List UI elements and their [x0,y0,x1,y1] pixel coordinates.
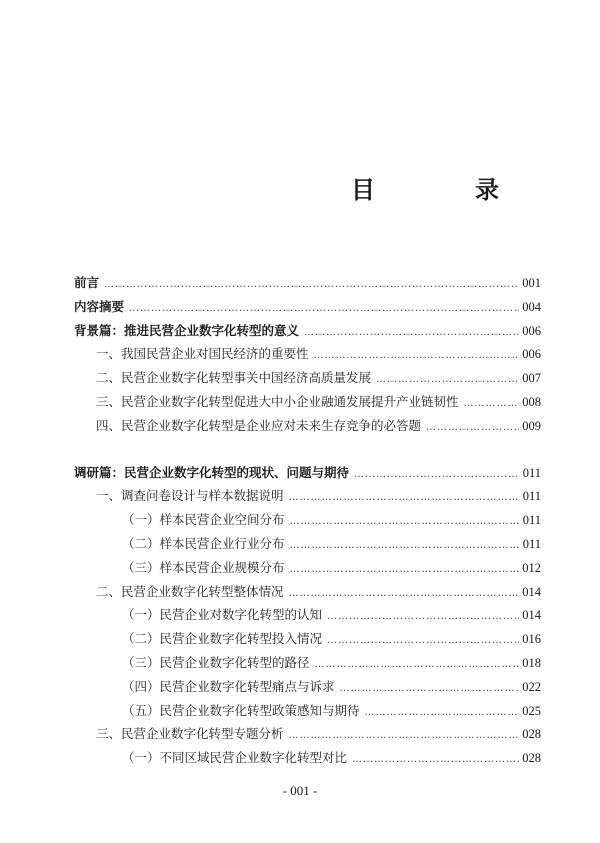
toc-entry[interactable] [74,627,541,651]
toc-entry-page-number: 001 [522,276,541,290]
table-of-contents [74,271,541,770]
toc-entry-page-number: 004 [522,299,541,314]
toc-dot-leader [327,605,519,629]
toc-entry-page-number: 022 [522,679,541,694]
toc-dot-leader [365,701,520,725]
toc-entry-title: （一）样本民营企业空间分布 [122,512,285,528]
page-number-folio: - 001 - [282,783,318,798]
toc-dot-leader [376,368,519,392]
toc-entry-title: 内容摘要 [74,298,125,314]
toc-dot-leader [352,748,519,772]
toc-dot-leader [314,344,520,368]
toc-dot-leader [290,534,520,558]
toc-dot-leader [290,558,520,582]
toc-entry[interactable] [74,319,541,343]
toc-entry[interactable] [74,603,541,627]
toc-dot-leader [426,416,519,440]
toc-dot-leader [290,510,520,534]
toc-entry-page-number: 016 [522,632,541,647]
toc-dot-leader [340,677,520,701]
toc-dot-leader [315,653,520,677]
toc-entry-title: 二、民营企业数字化转型整体情况 [96,583,284,599]
toc-entry-title: 三、民营企业数字化转型专题分析 [96,726,284,742]
toc-entry-title: （三）样本民营企业规模分布 [122,559,285,575]
toc-entry[interactable] [74,699,541,723]
toc-entry[interactable] [74,461,541,485]
toc-entry[interactable] [74,532,541,556]
toc-entry-page-number: 028 [522,727,541,742]
toc-entry-page-number: 007 [522,371,541,386]
toc-entry-page-number: 028 [522,751,541,766]
toc-entry[interactable] [74,484,541,508]
toc-dot-leader [289,724,520,748]
toc-dot-leader [464,392,520,416]
toc-entry[interactable] [74,722,541,746]
toc-entry[interactable] [74,508,541,532]
toc-dot-leader [129,297,519,321]
toc-entry[interactable] [74,675,541,699]
toc-entry-title: （三）民营企业数字化转型的路径 [122,654,310,670]
toc-entry-page-number: 012 [522,560,541,575]
toc-entry[interactable] [74,746,541,770]
toc-dot-leader [327,629,519,653]
toc-dot-leader [289,486,520,510]
toc-entry-page-number: 009 [522,418,541,433]
toc-entry-page-number: 011 [522,465,541,480]
toc-entry-title: （一）民营企业对数字化转型的认知 [122,607,323,623]
toc-entry[interactable] [74,342,541,366]
toc-entry-title: 背景篇：推进民营企业数字化转型的意义 [74,322,300,338]
toc-entry-page-number: 006 [522,323,541,338]
toc-entry-title: 二、民营企业数字化转型事关中国经济高质量发展 [96,370,372,386]
toc-entry-title: 四、民营企业数字化转型是企业应对未来生存竞争的必答题 [96,417,422,433]
toc-entry[interactable] [74,651,541,675]
toc-entry-page-number: 011 [522,536,541,551]
toc-entry-title: （二）样本民营企业行业分布 [122,535,285,551]
toc-entry-page-number: 025 [522,703,541,718]
toc-dot-leader [289,582,520,606]
toc-entry-page-number: 008 [522,394,541,409]
toc-entry-title: 前言 [74,275,100,290]
toc-entry-page-number: 014 [522,608,541,623]
toc-entry[interactable] [74,390,541,414]
toc-entry-title: 调研篇：民营企业数字化转型的现状、问题与期待 [74,464,350,480]
toc-entry-title: （二）民营企业数字化转型投入情况 [122,631,323,647]
toc-entry-title: （四）民营企业数字化转型痛点与诉求 [122,678,335,694]
toc-entry-title: 一、调查问卷设计与样本数据说明 [96,488,284,504]
toc-entry[interactable] [74,556,541,580]
toc-entry[interactable] [74,295,541,319]
toc-entry-title: 三、民营企业数字化转型促进大中小企业融通发展提升产业链韧性 [96,393,459,409]
toc-entry[interactable] [74,414,541,438]
toc-entry-title: （五）民营企业数字化转型政策感知与期待 [122,702,360,718]
toc-entry-page-number: 018 [522,655,541,670]
toc-dot-leader [354,463,520,487]
toc-entry-page-number: 006 [522,347,541,362]
toc-dot-leader [304,321,519,345]
toc-entry[interactable] [74,271,541,295]
toc-entry-page-number: 011 [522,489,541,504]
page-title: 目 录 [351,175,537,204]
toc-entry[interactable] [74,366,541,390]
toc-entry-title: 一、我国民营企业对国民经济的重要性 [96,346,309,362]
toc-entry-title: （一）不同区域民营企业数字化转型对比 [122,750,348,766]
toc-entry[interactable] [74,580,541,604]
toc-dot-leader [104,273,519,297]
toc-entry-page-number: 014 [522,584,541,599]
toc-entry-page-number: 011 [522,513,541,528]
